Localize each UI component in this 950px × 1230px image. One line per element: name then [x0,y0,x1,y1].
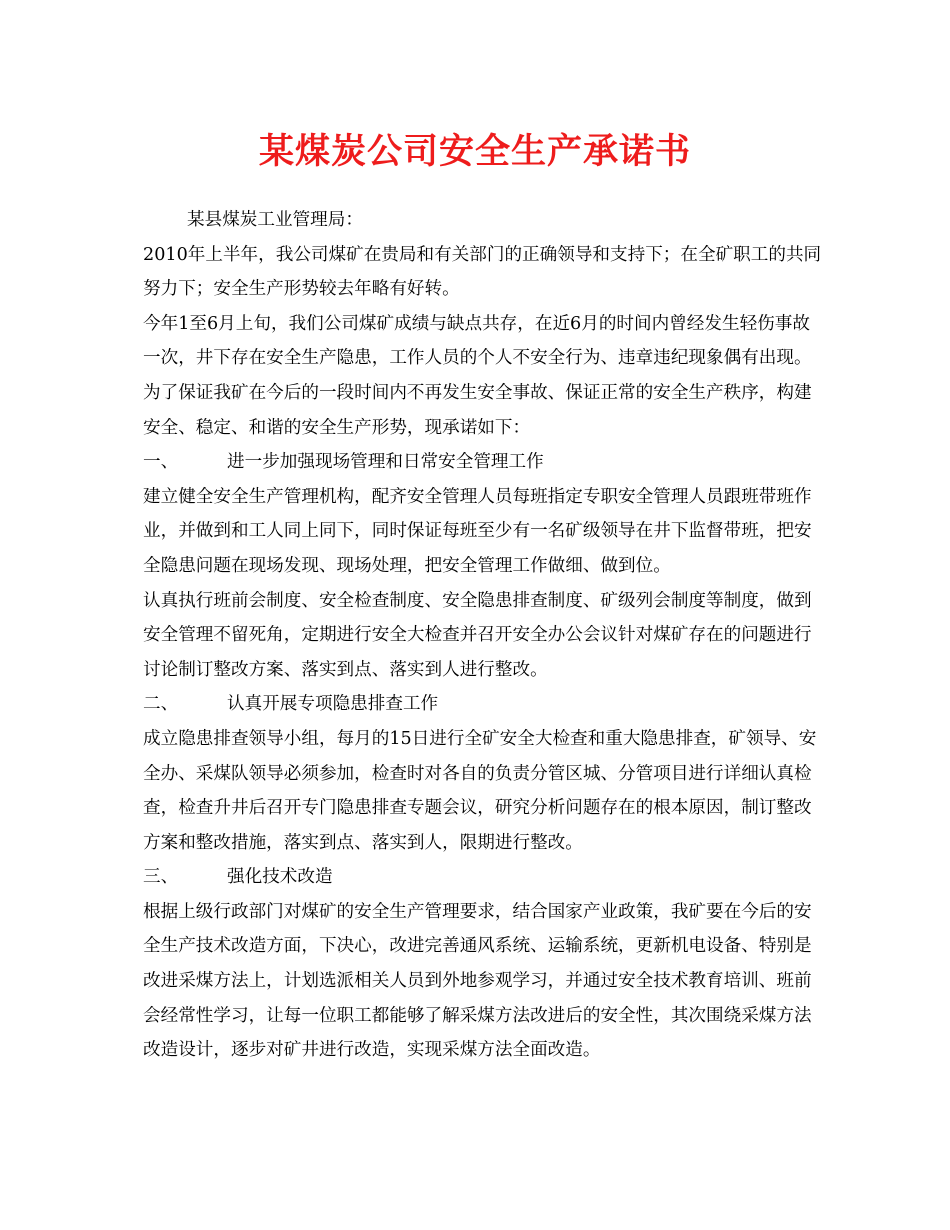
section-heading-2 [143,687,823,722]
section-1-paragraph-1: 建立健全安全生产管理机构，配齐安全管理人员每班指定专职安全管理人员跟班带班作业，并做到和工人同上同下，同时保证每班至少有一名矿级领导在井下监督带班，把安全隐患问题在现场发现、现场处理，把安全管理工作做细、做到位。 [143,486,812,576]
section-number: 三、 [143,867,179,888]
section-heading-text: 进一步加强现场管理和日常安全管理工作 [227,452,544,473]
salutation: 某县煤炭工业管理局： [187,210,363,230]
section-number: 一、 [143,452,179,473]
section-3-paragraph-1: 根据上级行政部门对煤矿的安全生产管理要求，结合国家产业政策，我矿要在今后的安全生产技术改造方面，下决心，改进完善通风系统、运输系统，更新机电设备、特别是改进采煤方法上，计划选派相关人员到外地参观学习，并通过安全技术教育培训、班前会经常性学习，让每一位职工都能够了解采煤方法改进后的安全性，其次围绕采煤方法改造设计，逐步对矿井进行改造，实现采煤方法全面改造。 [143,901,812,1061]
intro-paragraph-2: 今年1至6月上旬，我们公司煤矿成绩与缺点共存，在近6月的时间内曾经发生轻伤事故一次，井下存在安全生产隐患，工作人员的个人不安全行为、违章违纪现象偶有出现。为了保证我矿在今后的一段时间内不再发生安全事故、保证正常的安全生产秩序，构建安全、稳定、和谐的安全生产形势，现承诺如下： [143,313,812,438]
document-body [143,203,823,1068]
section-heading-text: 认真开展专项隐患排查工作 [227,694,439,715]
section-1-paragraph-2: 认真执行班前会制度、安全检查制度、安全隐患排查制度、矿级列会制度等制度，做到安全管理不留死角，定期进行安全大检查并召开安全办公会议针对煤矿存在的问题进行讨论制订整改方案、落实到点、落实到人进行整改。 [143,590,812,680]
document-title: 某煤炭公司安全生产承诺书 [258,131,691,172]
section-heading-1 [143,445,823,480]
section-heading-3 [143,860,823,895]
section-heading-text: 强化技术改造 [227,867,333,888]
section-2-paragraph-1: 成立隐患排查领导小组，每月的15日进行全矿安全大检查和重大隐患排查，矿领导、安全办、采煤队领导必须参加，检查时对各自的负责分管区城、分管项目进行详细认真检查，检查升井后召开专门隐患排查专题会议，研究分析问题存在的根本原因，制订整改方案和整改措施，落实到点、落实到人，限期进行整改。 [143,728,817,853]
intro-paragraph-1: 2010年上半年，我公司煤矿在贵局和有关部门的正确领导和支持下；在全矿职工的共同努力下；安全生产形势较去年略有好转。 [143,244,822,300]
section-number: 二、 [143,694,179,715]
